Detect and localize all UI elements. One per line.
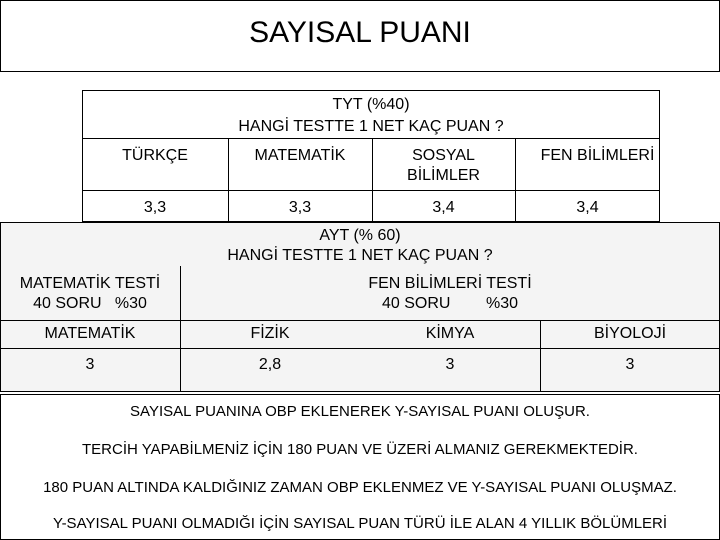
tyt-heading <box>82 94 660 138</box>
ayt-heading-line1: AYT (% 60) <box>319 227 401 244</box>
ayt-divider <box>0 320 720 321</box>
ayt-col-fizik: FİZİK <box>250 325 290 342</box>
page-title: SAYISAL PUANI <box>249 16 471 49</box>
tyt-value-fen: 3,4 <box>576 199 599 216</box>
ayt-science-test-line2: 40 SORU %30 <box>381 295 519 312</box>
ayt-divider <box>0 348 720 349</box>
tyt-value-sosyal: 3,4 <box>432 199 455 216</box>
tyt-col-sosyal-line1: SOSYAL <box>412 147 475 164</box>
tyt-value-matematik: 3,3 <box>288 199 312 216</box>
tyt-divider <box>82 190 660 191</box>
ayt-value-biyoloji: 3 <box>625 356 635 373</box>
ayt-science-test-line1: FEN BİLİMLERİ TESTİ <box>368 275 532 292</box>
tyt-col-turkce: TÜRKÇE <box>122 147 188 164</box>
tyt-col-sosyal <box>372 146 515 186</box>
tyt-value-turkce: 3,3 <box>143 199 167 216</box>
note-3: 180 PUAN ALTINDA KALDIĞINIZ ZAMAN OBP EKLENMEZ VE Y-SAYISAL PUANI OLUŞMAZ. <box>43 479 677 496</box>
tyt-divider <box>82 138 660 139</box>
ayt-heading-line2: HANGİ TESTTE 1 NET KAÇ PUAN ? <box>227 247 493 264</box>
tyt-col-sosyal-line2: BİLİMLER <box>407 167 480 184</box>
ayt-value-kimya: 3 <box>445 356 455 373</box>
ayt-math-test-line2: 40 SORU %30 <box>33 295 147 312</box>
note-1: SAYISAL PUANINA OBP EKLENEREK Y-SAYISAL PUANI OLUŞUR. <box>130 403 590 420</box>
tyt-col-matematik: MATEMATİK <box>254 147 346 164</box>
ayt-col-kimya: KİMYA <box>425 325 475 342</box>
ayt-math-test <box>0 274 180 314</box>
note-4: Y-SAYISAL PUANI OLMADIĞI İÇİN SAYISAL PUAN TÜRÜ İLE ALAN 4 YILLIK BÖLÜMLERİ <box>52 515 668 532</box>
ayt-col-biyoloji: BİYOLOJİ <box>593 325 667 342</box>
notes-box <box>0 394 720 540</box>
tyt-heading-line2: HANGİ TESTTE 1 NET KAÇ PUAN ? <box>238 118 504 135</box>
ayt-value-matematik: 3 <box>85 356 95 373</box>
tyt-col-fen: FEN BİLİMLERİ <box>540 147 655 164</box>
ayt-heading <box>0 226 720 266</box>
ayt-math-test-line1: MATEMATİK TESTİ <box>19 275 161 292</box>
ayt-col-matematik: MATEMATİK <box>44 325 136 342</box>
note-2: TERCİH YAPABİLMENİZ İÇİN 180 PUAN VE ÜZERİ ALMANIZ GEREKMEKTEDİR. <box>82 441 638 458</box>
ayt-value-fizik: 2,8 <box>258 356 282 373</box>
ayt-science-test <box>340 274 560 314</box>
tyt-heading-line1: TYT (%40) <box>332 96 410 113</box>
